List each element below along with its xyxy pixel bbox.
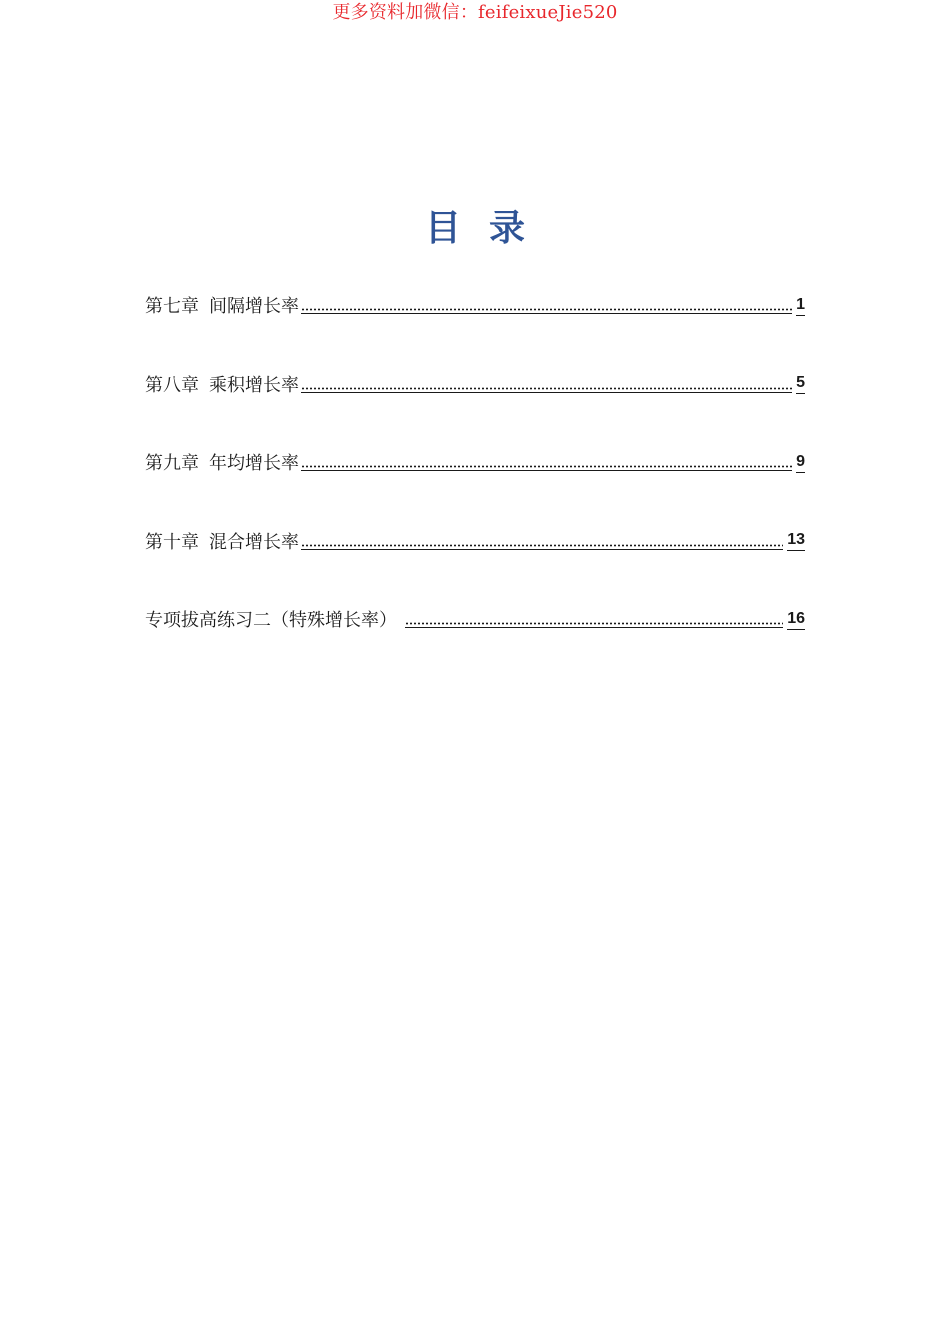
toc-chapter-title: 间隔增长率 — [209, 296, 299, 317]
toc-entry-chapter-9[interactable] — [145, 447, 805, 477]
toc-chapter-title: 专项拔高练习二（特殊增长率） — [145, 610, 397, 631]
toc-entry-heading — [145, 451, 299, 477]
toc-entry-heading — [145, 608, 397, 634]
dot-leader — [301, 305, 792, 314]
toc-entry-chapter-8[interactable] — [145, 369, 805, 399]
toc-entry-heading — [145, 530, 299, 556]
toc-page-number: 16 — [787, 609, 805, 630]
toc-chapter-number: 第十章 — [145, 531, 199, 553]
toc-chapter-number: 第七章 — [145, 296, 199, 317]
dot-leader — [301, 462, 792, 471]
toc-chapter-number: 第八章 — [145, 374, 199, 396]
toc-entry-chapter-10[interactable] — [145, 526, 805, 556]
toc-entry-chapter-7[interactable] — [145, 290, 805, 320]
toc-page-number: 5 — [796, 373, 805, 394]
toc-chapter-title: 年均增长率 — [209, 453, 299, 474]
toc-chapter-number: 第九章 — [145, 453, 199, 474]
dot-leader — [405, 619, 783, 628]
watermark-text: 更多资料加微信：feifeixueJie520 — [332, 2, 618, 23]
toc-chapter-title: 混合增长率 — [209, 531, 299, 553]
toc-entry-heading — [145, 294, 299, 320]
dot-leader — [301, 384, 792, 393]
toc-page-number: 1 — [796, 295, 805, 316]
dot-leader — [301, 541, 783, 550]
toc-list — [145, 290, 805, 683]
toc-page-number: 9 — [796, 452, 805, 473]
toc-page-number: 13 — [787, 530, 805, 551]
toc-title: 目录 — [424, 208, 553, 249]
toc-entry-special-practice[interactable] — [145, 604, 805, 634]
toc-entry-heading — [145, 373, 299, 399]
toc-chapter-title: 乘积增长率 — [209, 374, 299, 396]
